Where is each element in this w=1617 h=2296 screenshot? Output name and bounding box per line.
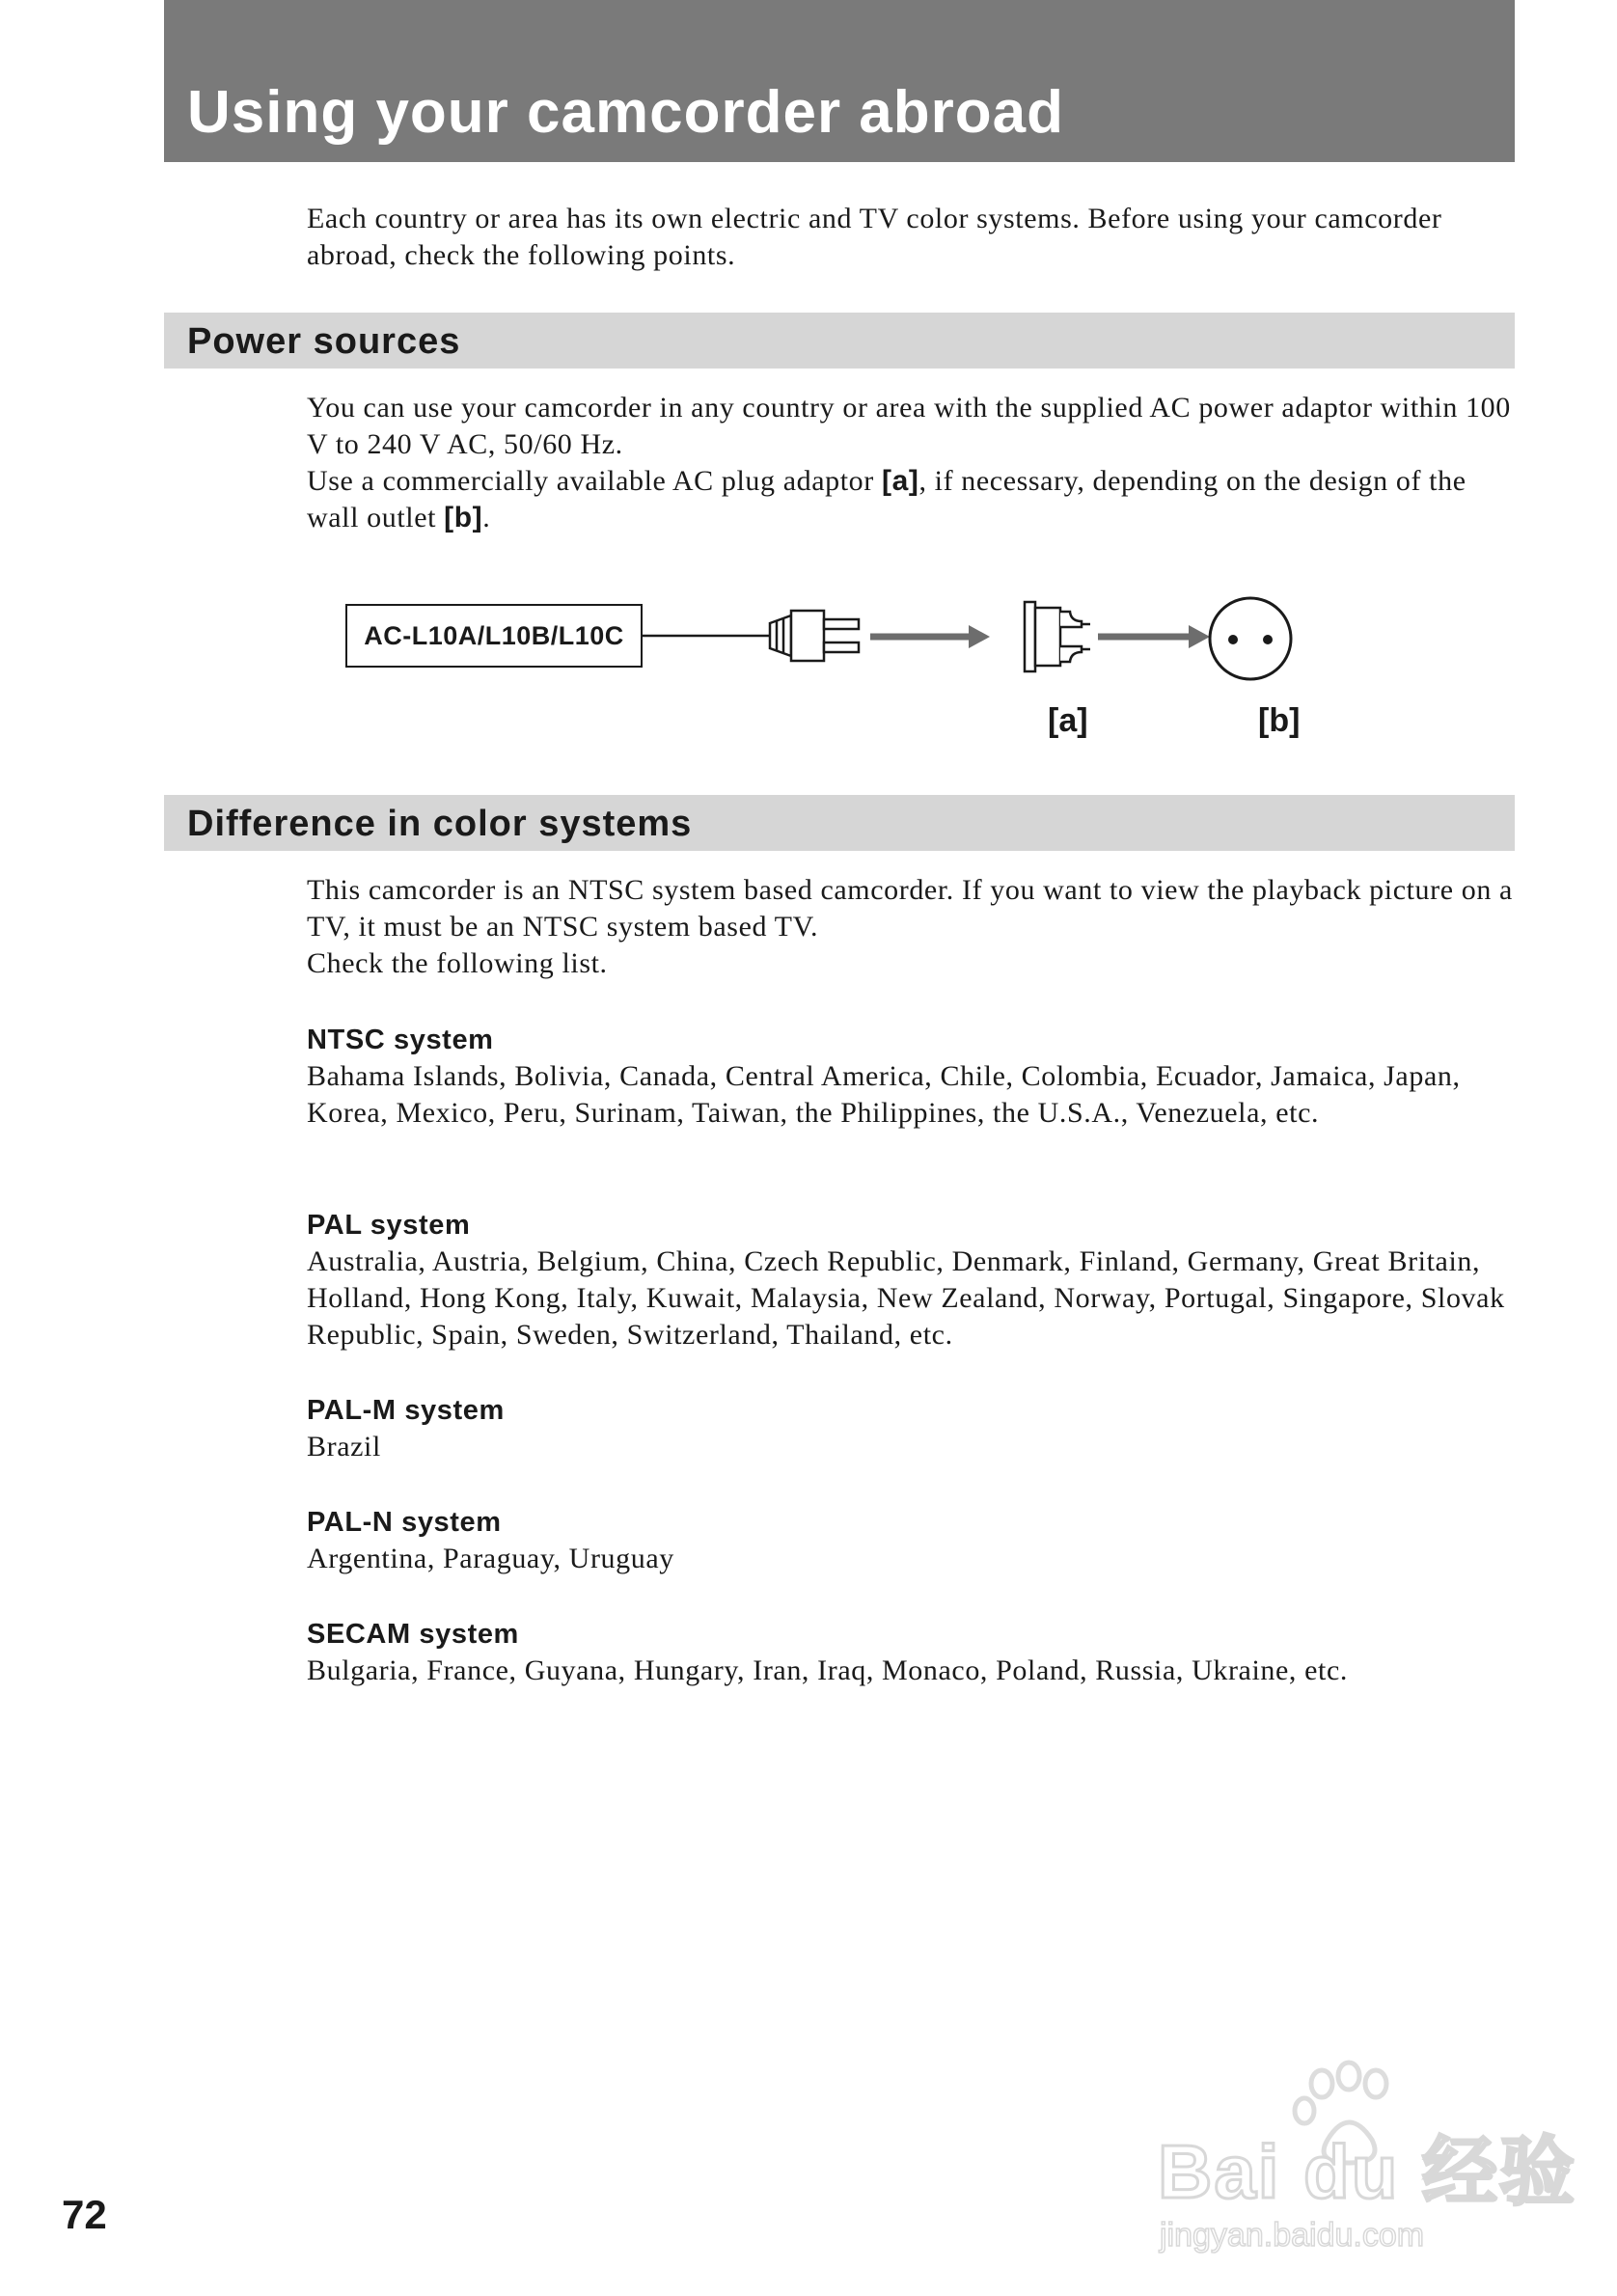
baidu-watermark [1148, 2055, 1577, 2267]
power-sources-text [307, 390, 1515, 536]
ntsc-system-heading: NTSC system [307, 1025, 494, 1055]
pal-n-system-heading: PAL-N system [307, 1507, 502, 1538]
adaptor-model-label: AC-L10A/L10B/L10C [345, 604, 643, 668]
power-text-part: Use a commercially available AC plug adaptor [307, 465, 882, 497]
arrow-right-icon [870, 625, 990, 648]
pal-n-system-countries: Argentina, Paraguay, Uruguay [307, 1543, 674, 1574]
pal-system-countries: Australia, Austria, Belgium, China, Czech Republic, Denmark, Finland, Germany, Great Britain, Holland, Hong Kong, Italy, Kuwait, Malaysia, New Zealand, Norway, Portugal, Singapore, Slovak Republic, Spain, Sweden, Switzerland, Thailand, etc. [307, 1245, 1505, 1351]
pal-m-system-countries: Brazil [307, 1431, 381, 1462]
plug-adaptor-icon [1025, 602, 1090, 671]
arrow-right-icon [1098, 625, 1210, 648]
page-title: Using your camcorder abroad [187, 79, 1065, 146]
power-sources-bar [164, 313, 1515, 369]
watermark-url: jingyan.baidu.com [1160, 2217, 1425, 2254]
pal-m-system-heading: PAL-M system [307, 1395, 505, 1426]
plug-diagram-svg [338, 579, 1351, 704]
page-number: 72 [62, 2192, 107, 2237]
intro-paragraph: Each country or area has its own electric and TV color systems. Before using your camcorder abroad, check the following points. [307, 203, 1442, 271]
ac-plug-icon [770, 611, 859, 661]
power-text-part: , if necessary, depending on the design of the wall outlet [307, 465, 1466, 533]
intro-text [307, 201, 1515, 274]
color-systems-bar [164, 795, 1515, 851]
secam-system-countries: Bulgaria, France, Guyana, Hungary, Iran, Iraq, Monaco, Poland, Russia, Ukraine, etc. [307, 1654, 1348, 1686]
diagram-label-b: [b] [1258, 702, 1301, 739]
title-bar [164, 0, 1515, 162]
power-sources-heading: Power sources [187, 321, 461, 362]
wall-outlet-icon [1210, 598, 1291, 679]
color-systems-heading: Difference in color systems [187, 804, 693, 844]
power-paragraph-1: You can use your camcorder in any country or area with the supplied AC power adaptor within 100 V to 240 V AC, 50/60 Hz. [307, 392, 1511, 460]
ntsc-system-countries: Bahama Islands, Bolivia, Canada, Central America, Chile, Colombia, Ecuador, Jamaica, Japan, Korea, Mexico, Peru, Surinam, Taiwan, the Philippines, the U.S.A., Venezuela, etc. [307, 1060, 1461, 1129]
power-text-part: . [482, 502, 491, 533]
power-adaptor-diagram [338, 579, 1351, 752]
pal-system-heading: PAL system [307, 1210, 471, 1241]
ref-a: [a] [881, 465, 919, 497]
color-paragraph-1: This camcorder is an NTSC system based camcorder. If you want to view the playback picture on a TV, it must be an NTSC system based TV. [307, 874, 1513, 943]
watermark-brand: Bai du 经验 [1158, 2129, 1577, 2214]
secam-system-heading: SECAM system [307, 1619, 519, 1650]
color-paragraph-2: Check the following list. [307, 947, 608, 979]
ref-b: [b] [444, 502, 483, 533]
color-systems-text [307, 872, 1515, 982]
power-paragraph-2 [307, 463, 1515, 536]
diagram-label-a: [a] [1048, 702, 1088, 739]
